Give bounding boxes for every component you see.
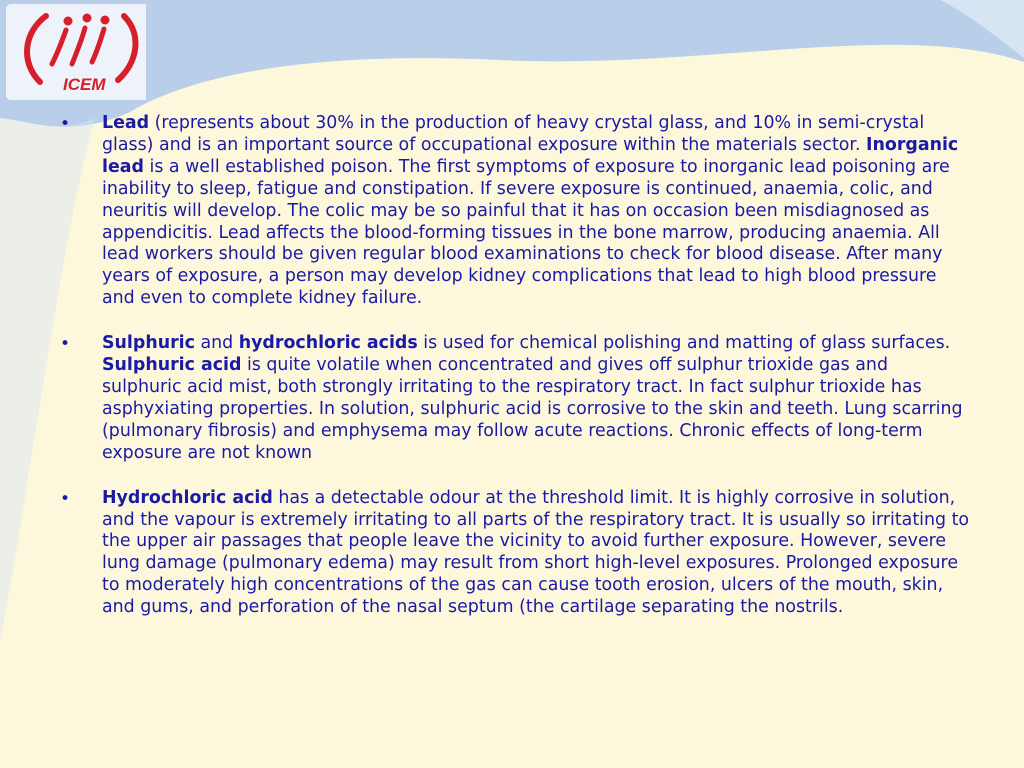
bullet-paragraph — [102, 333, 970, 464]
bullet-hydrochloric-acid — [60, 488, 970, 619]
bullet-sulphuric-hydrochloric-acids — [60, 333, 970, 464]
paragraph-text: is quite volatile when concentrated and gives off sulphur trioxide gas and sulphuric acid mist, both strongly irritating to the respiratory tract. In fact sulphur trioxide has asphyxiating properties. In solution, sulphuric acid is corrosive to the skin and teeth. Lung scarring (pulmonary fibrosis) and emphysema may follow acute reactions. Chronic effects of long-term exposure are not known — [102, 355, 963, 463]
bold-term: Hydrochloric acid — [102, 487, 273, 508]
logo-figure-head-2 — [83, 14, 92, 23]
logo-figure-head-3 — [101, 16, 110, 25]
logo-figure-head-1 — [64, 17, 73, 26]
logo-text: ICEM — [63, 75, 106, 94]
bullet-lead — [60, 113, 970, 310]
paragraph-text: is used for chemical polishing and matting of glass surfaces. — [417, 333, 951, 354]
bold-term: Sulphuric acid — [102, 355, 242, 376]
paragraph-text: has a detectable odour at the threshold limit. It is highly corrosive in solution, and the vapour is extremely irritating to all parts of the respiratory tract. It is usually so irritating to the upper air passages that people leave the vicinity to avoid further exposure. However, severe lung damage (pulmonary edema) may result from short high-level exposures. Prolonged exposure to moderately high concentrations of the gas can cause tooth erosion, ulcers of the mouth, skin, and gums, and perforation of the nasal septum (the cartilage separating the nostrils. — [102, 487, 970, 618]
bullet-paragraph — [102, 113, 970, 310]
bullet-paragraph — [102, 488, 970, 619]
paragraph-text: (represents about 30% in the production of heavy crystal glass, and 10% in semi-crystal glass) and is an important source of occupational exposure within the materials sector. — [102, 113, 925, 155]
bullet-symbol: • — [60, 114, 71, 134]
icem-logo — [6, 4, 146, 100]
bold-term: Lead — [102, 113, 150, 133]
bullet-list — [60, 113, 970, 642]
bold-term: hydrochloric acids — [238, 333, 418, 354]
bold-term: Inorganic lead — [102, 134, 959, 177]
paragraph-text: and — [194, 333, 239, 354]
bold-term: Sulphuric — [102, 333, 195, 354]
paragraph-text: is a well established poison. The first symptoms of exposure to inorganic lead poisoning are inability to sleep, fatigue and constipation. If severe exposure is continued, anaemia, colic, and neuritis will develop. The colic may be so painful that it has on occasion been misdiagnosed as appendicitis. Lead affects the blood-forming tissues in the bone marrow, producing anaemia. All lead workers should be given regular blood examinations to check for blood disease. After many years of exposure, a person may develop kidney complications that lead to high blood pressure and even to complete kidney failure. — [102, 156, 950, 309]
bullet-symbol: • — [60, 334, 71, 355]
bullet-symbol: • — [60, 488, 71, 509]
